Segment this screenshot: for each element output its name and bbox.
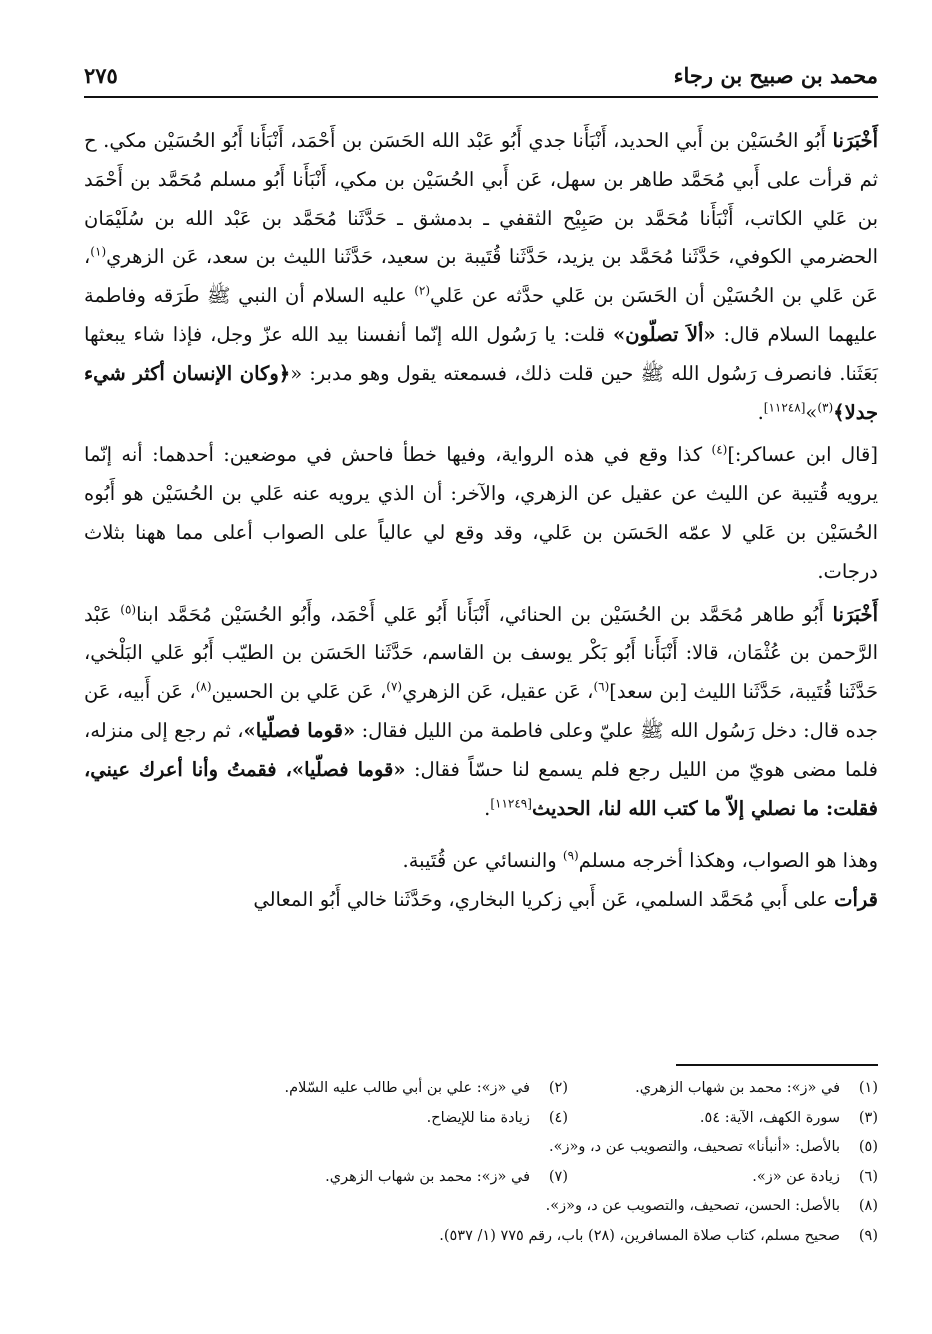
footnote-ref: (٤) xyxy=(711,442,728,457)
footnote-ref: (٩) xyxy=(562,848,579,863)
quran-quote: ﴿وكان الإنسان أكثر شيء جدلا﴾ xyxy=(84,361,878,424)
footnote-ref: (٥) xyxy=(120,602,137,617)
header-title: محمد بن صبيح بن رجاء xyxy=(673,62,878,88)
lead-word: أَخْبَرَنا xyxy=(832,602,878,626)
header-divider xyxy=(84,96,878,98)
lead-word: أَخْبَرَنا xyxy=(832,129,878,152)
hadith-number: [١١٢٤٨] xyxy=(763,400,806,415)
footnotes xyxy=(100,1074,878,1251)
footnote-ref: (٣) xyxy=(817,400,834,415)
footnote: (٦) زيادة عن «ز». xyxy=(752,1168,878,1185)
footnote: (١) في «ز»: محمد بن شهاب الزهري. xyxy=(635,1080,878,1096)
paragraph-2: [قال ابن عساكر:]$^{(٤)}$ كذا وقع في هذه الرواية، وفيها خطأ فاحش في موضعين: أحدهما: أنه إنّما يرويه قُتيبة عن الليث عن عقيل عن الزهري، والآخر: أن الذي يرويه عنه عَلي بن الحُسَيْن هو أَبُوه الحُسَيْن بن عَلي لا عمّه الحَسَن بن عَلي، وقد وقع لي عالياً على الصواب أعلى مما ههنا بثلاث درجات. xyxy=(84,442,878,583)
paragraph-1: أَخْبَرَنا أَبُو الحُسَيْن بن أَبي الحديد، أَنْبَأَنا جدي أَبُو عَبْد الله الحَسَن بن أَحْمَد، أَنْبَأَنا أَبُو الحُسَيْن مكي. ح ثم قرأت على أَبي مُحَمَّد طاهر بن سهل، عَن أَبي الحُسَيْن بن مكي، أَنْبَأَنا أَبُو مسلم مُحَمَّد بن أَحْمَد بن عَلي الكاتب، أَنْبَأَنا مُحَمَّد بن صَبِيْح الثقفي ـ بدمشق ـ حَدَّثَنا مُحَمَّد بن عَبْد الله بن سُلَيْمَان الحضرمي الكوفي، حَدَّثَنا مُحَمَّد بن يزيد، حَدَّثَنا قُتَيبة بن سعيد، حَدَّثَنا الليث بن سعد، عَن الزهري$^{(١)}$، عَن عَلي بن الحُسَيْن أن الحَسَن بن عَلي حدَّثه عن عَلي$^{(٢)}$ عليه السلام أن النبي ﷺ طَرَقه وفاطمة عليهما السلام قال: «ألاَ تصلّون» قلت: يا رَسُول الله إنّما أنفسنا بيد الله عزّ وجل، فإذا شاء يبعثها بَعَثَنا. فانصرف رَسُول الله ﷺ حين قلت ذلك، فسمعته يقول وهو مدبر: «﴿وكان الإنسان أكثر شيء جدلا﴾$^{(٣)}$»[١١٢٤٨]. xyxy=(84,129,878,424)
footnote-ref: (٧) xyxy=(386,679,403,694)
footnote: (٨) بالأصل: الحسن، تصحيف، والتصويب عن د، و«ز». xyxy=(545,1198,878,1214)
page-number: ٢٧٥ xyxy=(84,62,118,88)
footnote: (٢) في «ز»: علي بن أبي طالب عليه السّلام. xyxy=(284,1080,568,1096)
footnote: (٥) بالأصل: «أنبأنا» تصحيف، والتصويب عن د، و«ز». xyxy=(549,1139,878,1155)
paragraph-4: وهذا هو الصواب، وهكذا أخرجه مسلم$^{(٩)}$ والنسائي عن قُتَيبة. xyxy=(402,848,878,873)
quote: «ألاَ تصلّون» xyxy=(613,322,716,346)
paragraph-3: أَخْبَرَنا أَبُو طاهر مُحَمَّد بن الحُسَيْن بن الحنائي، أَنْبَأَنا أَبُو عَلي أَحْمَد، وأَبُو الحُسَيْن مُحَمَّد ابنا$^{(٥)}$ عَبْد الرَّحمن بن عُثْمَان، قالا: أَنْبَأَنا أَبُو بَكْر يوسف بن القاسم، حَدَّثَنا الحَسَن بن الطيّب أَبُو عَلي البَلْخي، حَدَّثَنا قُتَيبة، حَدَّثَنا الليث [بن سعد]$^{(٦)}$، عَن عقيل، عَن الزهري$^{(٧)}$، عَن عَلي بن الحسين$^{(٨)}$، عَن أَبيه، عَن جده قال: دخل رَسُول الله ﷺ عليّ وعلى فاطمة من الليل فقال: «قوما فصلّيا»، ثم رجع إلى منزله، فلما مضى هويّ من الليل رجع فلم يسمع لنا حسّاً فقال: «قوما فصلّيا»، فقمتُ وأنا أعرك عيني، فقلت: ما نصلي إلاّ ما كتب الله لنا، الحديث[١١٢٤٩]. xyxy=(84,602,878,820)
footnote-ref: (٢) xyxy=(414,283,431,298)
lead-word: قرأت xyxy=(834,888,878,912)
footnote: (٤) زيادة منا للإيضاح. xyxy=(426,1109,568,1126)
footnote-divider xyxy=(676,1064,878,1066)
footnote: (٣) سورة الكهف، الآية: ٥٤. xyxy=(699,1109,878,1126)
paragraph-5: قرأت على أَبي مُحَمَّد السلمي، عَن أَبي زكريا البخاري، وحَدَّثَنا خالي أَبُو المعالي xyxy=(253,888,878,912)
running-header xyxy=(84,58,878,92)
footnote-ref: (٨) xyxy=(195,679,212,694)
hadith-number: [١١٢٤٩] xyxy=(490,796,532,811)
footnote-ref: (١) xyxy=(90,244,107,259)
footnote: (٩) صحيح مسلم، كتاب صلاة المسافرين، (٢٨) باب، رقم ٧٧٥ (١/ ٥٣٧). xyxy=(439,1227,878,1244)
footnote-ref: (٦) xyxy=(593,679,610,694)
footnote: (٧) في «ز»: محمد بن شهاب الزهري. xyxy=(325,1168,568,1185)
main-text xyxy=(84,122,878,920)
quote: «قوما فصلّيا» xyxy=(243,718,356,742)
quote: «قوما فصلّيا»، فقمتُ وأنا أعرك عيني، فقلت: ما نصلي إلاّ ما كتب الله لنا، الحديث xyxy=(84,757,878,820)
